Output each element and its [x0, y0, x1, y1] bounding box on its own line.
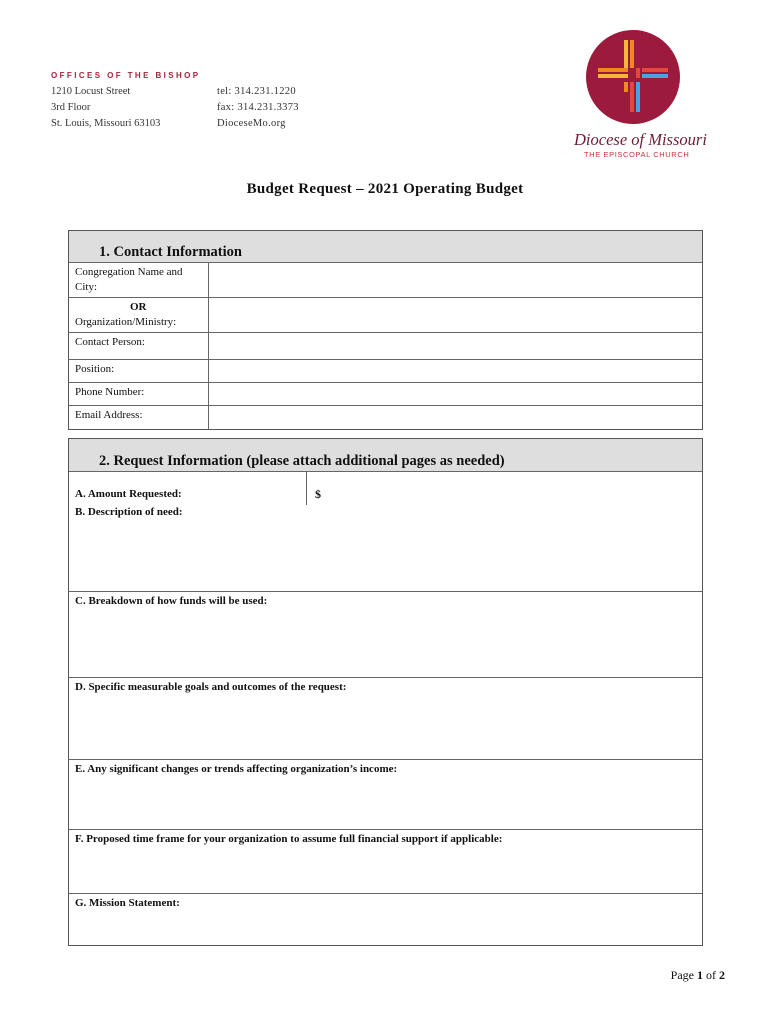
- fax: fax: 314.231.3373: [217, 102, 299, 113]
- position-field[interactable]: [208, 360, 702, 383]
- organization-label: Organization/Ministry:: [75, 316, 177, 328]
- document-title: Budget Request – 2021 Operating Budget: [246, 181, 524, 197]
- contact-table: [69, 263, 702, 429]
- table-row: [69, 406, 702, 429]
- office-heading: OFFICES OF THE BISHOP: [51, 71, 201, 80]
- contact-information-section: [68, 230, 703, 430]
- congregation-field[interactable]: [208, 263, 702, 298]
- field-label: Email Address:: [69, 406, 208, 429]
- phone-field[interactable]: [208, 383, 702, 406]
- address-line: 1210 Locust Street: [51, 86, 131, 97]
- address-line: St. Louis, Missouri 63103: [51, 118, 161, 129]
- field-label: Position:: [69, 360, 208, 383]
- table-row: [69, 263, 702, 298]
- request-information-section: [68, 438, 703, 946]
- field-label: Phone Number:: [69, 383, 208, 406]
- page-number: [671, 968, 725, 983]
- contact-person-field[interactable]: [208, 333, 702, 360]
- diocese-logo-icon: [586, 30, 680, 124]
- time-frame-area[interactable]: F. Proposed time frame for your organization to assume full financial support if applicable:: [69, 829, 702, 893]
- or-label: OR: [130, 301, 147, 313]
- mission-statement-area[interactable]: G. Mission Statement:: [69, 893, 702, 945]
- contact-details: [217, 84, 299, 132]
- table-row: [69, 298, 702, 333]
- current-page: 1: [697, 968, 703, 982]
- section-heading: 1. Contact Information: [69, 231, 702, 263]
- mailing-address: [51, 84, 160, 132]
- table-row: [69, 333, 702, 360]
- logo-wordmark: Diocese of Missouri: [574, 130, 707, 149]
- goals-area[interactable]: D. Specific measurable goals and outcomes of the request:: [69, 677, 702, 759]
- section-heading: 2. Request Information (please attach additional pages as needed): [69, 439, 702, 472]
- field-label: Contact Person:: [69, 333, 208, 360]
- page-prefix: Page: [670, 968, 697, 982]
- email-field[interactable]: [208, 406, 702, 429]
- address-line: 3rd Floor: [51, 102, 91, 113]
- total-pages: 2: [719, 968, 725, 982]
- telephone: tel: 314.231.1220: [217, 86, 296, 97]
- table-row: [69, 383, 702, 406]
- amount-label: A. Amount Requested:: [69, 472, 307, 505]
- breakdown-area[interactable]: C. Breakdown of how funds will be used:: [69, 591, 702, 677]
- page-of: of: [703, 968, 719, 982]
- income-trends-area[interactable]: E. Any significant changes or trends affecting organization’s income:: [69, 759, 702, 829]
- amount-row: [69, 472, 702, 505]
- description-area[interactable]: B. Description of need:: [75, 506, 183, 518]
- field-label: [69, 298, 208, 333]
- field-label: Congregation Name and City:: [69, 263, 208, 298]
- table-row: [69, 360, 702, 383]
- amount-field[interactable]: $: [315, 487, 321, 501]
- website: DioceseMo.org: [217, 118, 286, 129]
- organization-field[interactable]: [208, 298, 702, 333]
- logo-subtitle: THE EPISCOPAL CHURCH: [584, 150, 690, 159]
